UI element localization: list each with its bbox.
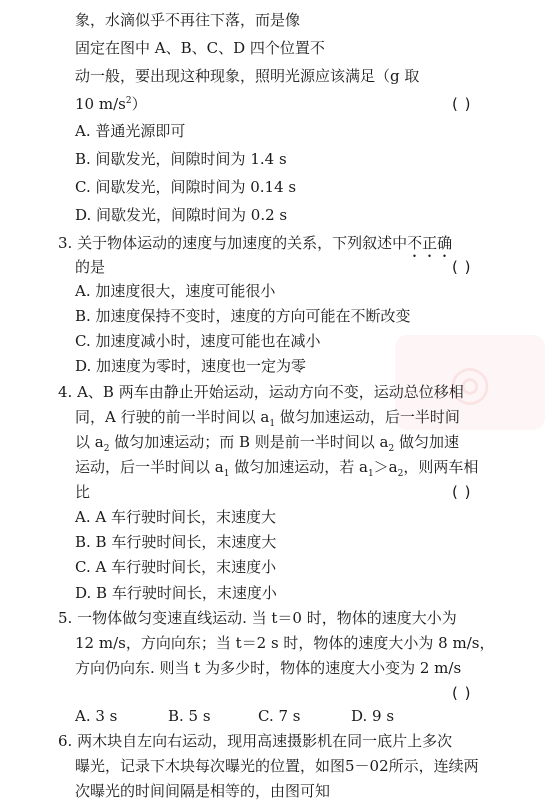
p4-answer-bracket[interactable]: ( ) — [452, 483, 472, 502]
p2-line-1: 象，水滴似乎不再往下落，而是像 — [75, 11, 301, 29]
p4-l4-sub1: 1 — [223, 469, 230, 480]
p5-line-2: 12 m/s，方向向东；当 t＝2 s 时，物体的速度大小为 8 m/s， — [75, 633, 495, 652]
p4-line-5: 比 — [75, 483, 91, 502]
p2-line-3: 动一般，要出现这种现象，照明光源应该满足（g 取 — [75, 66, 420, 85]
p4-l4-a: 运动，后一半时间以 a — [75, 458, 224, 477]
p6-line-3: 次曝光的时间间隔是相等的，由图可知 — [75, 782, 331, 800]
p3-answer-bracket[interactable]: ( ) — [452, 257, 472, 276]
p3-option-c: C. 加速度减小时，速度可能也在减小 — [75, 332, 321, 350]
p2-line-2: 固定在图中 A、B、C、D 四个位置不 — [75, 38, 325, 57]
p5-line-1: 5. 一物体做匀变速直线运动. 当 t＝0 时，物体的速度大小为 — [58, 608, 457, 627]
p4-l4-g: ，则两车相 — [403, 458, 479, 477]
p4-line-1: 4. A、B 两车由静止开始运动，运动方向不变，运动总位移相 — [58, 383, 464, 401]
p2-unit: 10 m/s — [75, 94, 126, 113]
p3-line-1 — [58, 230, 452, 256]
p3-line-2: 的是 — [75, 257, 106, 276]
watermark-logo: ◎ — [395, 335, 545, 430]
p4-l4-e: ＞a — [373, 458, 398, 477]
p4-option-a: A. A 车行驶时间长，末速度大 — [75, 508, 276, 527]
p6-line-1: 6. 两木块自左向右运动，现用高速摄影机在同一底片上多次 — [58, 731, 453, 750]
p3-option-a: A. 加速度很大，速度可能很小 — [75, 281, 276, 300]
p2-option-c: C. 间歇发光，间隙时间为 0.14 s — [75, 178, 297, 196]
p4-l2-sub: 1 — [269, 419, 276, 430]
p2-line-4 — [75, 91, 147, 117]
p5-option-d: D. 9 s — [351, 706, 395, 725]
p5-options-row — [75, 703, 515, 729]
p4-l3-sub2: 2 — [388, 444, 395, 455]
p4-l3-c: 做匀加速运动；而 B 则是前一半时间以 a — [109, 433, 389, 452]
p4-l3-e: 做匀加速 — [394, 433, 460, 452]
p4-line-3 — [75, 429, 459, 455]
p4-l3-a: 以 a — [75, 433, 104, 452]
p5-option-b: B. 5 s — [168, 706, 211, 725]
p2-option-a: A. 普通光源即可 — [75, 122, 186, 141]
p2-option-d: D. 间歇发光，间隙时间为 0.2 s — [75, 205, 288, 224]
p4-line-2 — [75, 404, 460, 430]
p2-close: ） — [131, 94, 147, 113]
p3-stem: 3. 关于物体运动的速度与加速度的关系，下列叙述中 — [58, 233, 408, 252]
p6-line-2: 曝光，记录下木块每次曝光的位置，如图5－02所示，连续两 — [75, 756, 479, 775]
p3-option-b: B. 加速度保持不变时，速度的方向可能在不断改变 — [75, 307, 411, 325]
p4-l2-a: 同，A 行驶的前一半时间以 a — [75, 408, 270, 427]
p4-l4-c: 做匀加速运动，若 a — [229, 458, 368, 477]
p2-option-b: B. 间歇发光，间隙时间为 1.4 s — [75, 150, 287, 169]
p4-line-4 — [75, 454, 478, 480]
p5-line-3: 方向仍向东. 则当 t 为多少时，物体的速度大小变为 2 m/s — [75, 658, 462, 677]
p3-emphasis: 不正确 — [407, 233, 453, 252]
p4-option-b: B. B 车行驶时间长，末速度大 — [75, 533, 277, 552]
p2-unit-exp: 2 — [125, 95, 132, 106]
p5-option-a: A. 3 s — [75, 706, 118, 725]
p4-l4-sub3: 2 — [397, 469, 404, 480]
p3-option-d: D. 加速度为零时，速度也一定为零 — [75, 357, 307, 376]
p5-answer-bracket[interactable]: ( ) — [452, 683, 472, 702]
p2-answer-bracket[interactable]: ( ) — [452, 94, 472, 113]
p4-option-d: D. B 车行驶时间长，末速度小 — [75, 583, 277, 602]
p4-l3-sub1: 2 — [103, 444, 110, 455]
p4-option-c: C. A 车行驶时间长，末速度小 — [75, 558, 277, 577]
p4-l2-c: 做匀加速运动，后一半时间 — [275, 408, 460, 427]
p5-option-c: C. 7 s — [258, 706, 301, 725]
p4-l4-sub2: 1 — [367, 469, 374, 480]
